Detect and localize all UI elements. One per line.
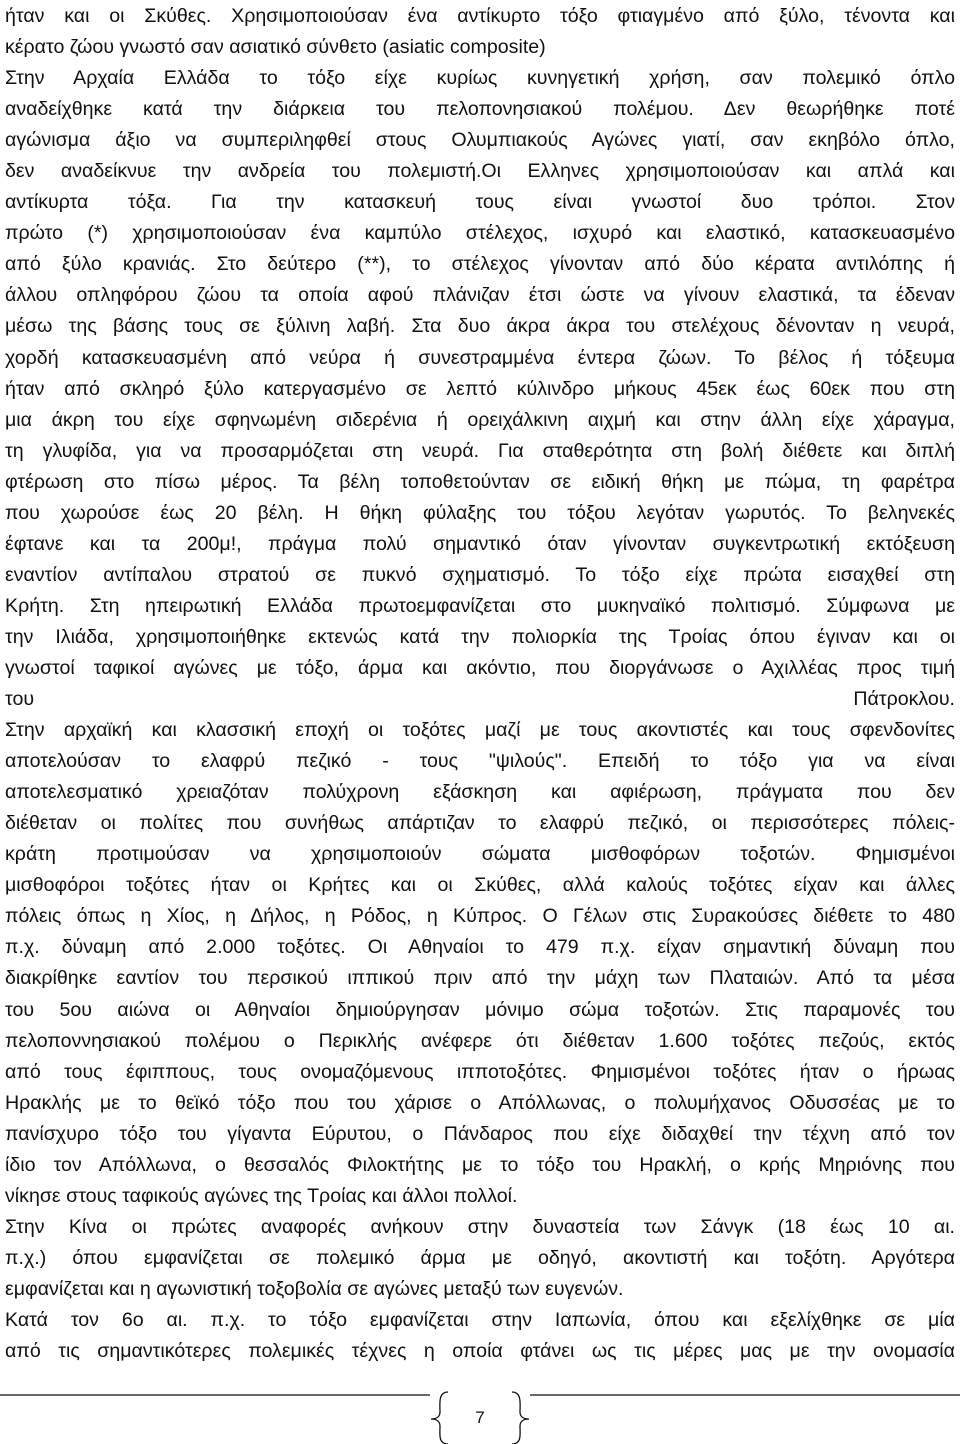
text-line: πόλεις όπως η Χίος, η Δήλος, η Ρόδος, η Κύπρος. Ο Γέλων στις Συρακούσες διέθετε το 480 [5,905,955,928]
text-line: πελοποννησιακού πολέμου ο Περικλής ανέφερε ότι διέθεταν 1.600 τοξότες πεζούς, εκτός [5,1029,955,1052]
text-line: έφτανε και τα 200μ!, πράγμα πολύ σημαντικό όταν γίνονταν συγκεντρωτική εκτόξευση [5,532,955,555]
document-body [5,1,955,1367]
text-line: ίδιο τον Απόλλωνα, ο θεσσαλός Φιλοκτήτης με το τόξο του Ηρακλή, ο κρής Μηριόνης που [5,1153,955,1176]
text-line: δεν αναδείκνυε την ανδρεία του πολεμιστή.Οι Ελληνες χρησιμοποιούσαν και απλά και [5,160,955,183]
text-line: Στην Κίνα οι πρώτες αναφορές ανήκουν στην δυναστεία των Σάνγκ (18 έως 10 αι. [5,1215,955,1238]
text-line: πανίσχυρο τόξο του γίγαντα Εύρυτου, ο Πάνδαρος που είχε διδαχθεί την τέχνη από τον [5,1122,955,1145]
text-line: από ξύλο κρανιάς. Στο δεύτερο (**), το στέλεχος γίνονταν από δύο κέρατα αντιλόπης ή [5,253,955,276]
text-line: διέθεταν οι πολίτες που συνήθως απάρτιζαν το ελαφρύ πεζικό, οι περισσότερες πόλεις- [5,812,955,835]
text-line: γνωστοί ταφικοί αγώνες με τόξο, άρμα και ακόντιο, που διοργάνωσε ο Αχιλλέας προς τιμή [5,656,955,679]
text-line: τη γλυφίδα, για να προσαρμόζεται στη νευρά. Για σταθερότητα στη βολή διέθετε και διπλή [5,439,955,462]
page-footer [0,1390,960,1444]
text-line: μια άκρη του είχε σφηνωμένη σιδερένια ή ορειχάλκινη αιχμή και στην άλλη είχε χάραγμα, [5,408,955,431]
text-line: την Ιλιάδα, χρησιμοποιήθηκε εκτενώς κατά την πολιορκία της Τροίας όπου έγιναν και οι [5,625,955,648]
text-line: αντίκυρτα τόξα. Για την κατασκευή τους είναι γνωστοί δυο τρόποι. Στον [5,191,955,214]
text-line: αποτελούσαν το ελαφρύ πεζικό - τους "ψιλούς". Επειδή το τόξο για να είναι [5,750,955,773]
text-line: αγώνισμα άξιο να συμπεριληφθεί στους Ολυμπιακούς Αγώνες γιατί, σαν εκηβόλο όπλο, [5,129,955,152]
text-line: π.χ.) όπου εμφανίζεται σε πολεμικό άρμα με οδηγό, ακοντιστή και τοξότη. Αργότερα [5,1246,955,1269]
text-line: μισθοφόροι τοξότες ήταν οι Κρήτες και οι Σκύθες, αλλά καλούς τοξότες είχαν και άλλες [5,874,955,897]
text-line: πρώτο (*) χρησιμοποιούσαν ένα καμπύλο στέλεχος, ισχυρό και ελαστικό, κατασκευασμένο [5,222,955,245]
text-line: φτέρωση στο πίσω μέρος. Τα βέλη τοποθετούνταν σε ειδική θήκη με πώμα, τη φαρέτρα [5,470,955,493]
text-line: που χωρούσε έως 20 βέλη. Η θήκη φύλαξης του τόξου λεγόταν γωρυτός. Το βεληνεκές [5,501,955,524]
text-line: Ηρακλής με το θεϊκό τόξο που του χάρισε ο Απόλλωνας, ο πολυμήχανος Οδυσσέας με το [5,1091,955,1114]
text-line: Κρήτη. Στη ηπειρωτική Ελλάδα πρωτοεμφανίζεται στο μυκηναϊκό πολιτισμό. Σύμφωνα με [5,594,955,617]
text-line: εναντίον αντίπαλου στρατού σε πυκνό σχηματισμό. Το τόξο είχε πρώτα εισαχθεί στη [5,563,955,586]
text-line: εμφανίζεται και η αγωνιστική τοξοβολία σε αγώνες μεταξύ των ευγενών. [5,1277,624,1300]
text-line: Κατά τον 6ο αι. π.χ. το τόξο εμφανίζεται στην Ιαπωνία, όπου και εξελίχθηκε σε μία [5,1308,955,1331]
text-line: του Πάτροκλου. [5,688,955,711]
text-line: από τους έφιππους, τους ονομαζόμενους ιπποτοξότες. Φημισμένοι τοξότες ήταν ο ήρωας [5,1060,955,1083]
text-line: ήταν και οι Σκύθες. Χρησιμοποιούσαν ένα αντίκυρτο τόξο φτιαγμένο από ξύλο, τένοντα και [5,5,955,27]
text-line: κράτη προτιμούσαν να χρησιμοποιούν σώματα μισθοφόρων τοξοτών. Φημισμένοι [5,843,955,866]
text-line: διακρίθηκε εαντίον του περσικού ιππικού πριν από την μάχη των Πλαταιών. Από τα μέσα [5,967,955,990]
text-line: κέρατο ζώου γνωστό σαν ασιατικό σύνθετο (asiatic composite) [5,36,546,59]
text-line: ήταν από σκληρό ξύλο κατεργασμένο σε λεπτό κύλινδρο μήκους 45εκ έως 60εκ που στη [5,377,955,400]
text-line: από τις σημαντικότερες πολεμικές τέχνες η οποία φτάνει ως τις μέρες μας με την ονομασία [5,1340,955,1363]
text-line: μέσω της βάσης τους σε ξύλινη λαβή. Στα δυο άκρα άκρα του στελέχους δένονταν η νευρά, [5,315,955,338]
text-line: Στην αρχαϊκή και κλασσική εποχή οι τοξότες μαζί με τους ακοντιστές και τους σφενδονίτες [5,719,955,742]
text-line: π.χ. δύναμη από 2.000 τοξότες. Οι Αθηναίοι το 479 π.χ. είχαν σημαντική δύναμη που [5,936,955,959]
text-line: νίκησε στους ταφικούς αγώνες της Τροίας και άλλοι πολλοί. [5,1184,518,1207]
text-line: αναδείχθηκε κατά την διάρκεια του πελοπονησιακού πολέμου. Δεν θεωρήθηκε ποτέ [5,98,955,121]
text-line: του 5ου αιώνα οι Αθηναίοι δημιούργησαν μόνιμο σώμα τοξοτών. Στις παραμονές του [5,998,955,1021]
page-number: 7 [475,1408,485,1427]
text-line: χορδή κατασκευασμένη από νεύρα ή συνεστραμμένα έντερα ζώων. Το βέλος ή τόξευμα [5,346,955,369]
text-line: Στην Αρχαία Ελλάδα το τόξο είχε κυρίως κυνηγετική χρήση, σαν πολεμικό όπλο [5,67,955,90]
text-line: άλλου οπληφόρου ζώου τα οποία αφού πλάνιζαν έτσι ώστε να γίνουν ελαστικά, τα έδεναν [5,284,955,307]
text-line: αποτελεσματικό χρειαζόταν πολύχρονη εξάσκηση και αφιέρωση, πράγματα που δεν [5,781,955,804]
